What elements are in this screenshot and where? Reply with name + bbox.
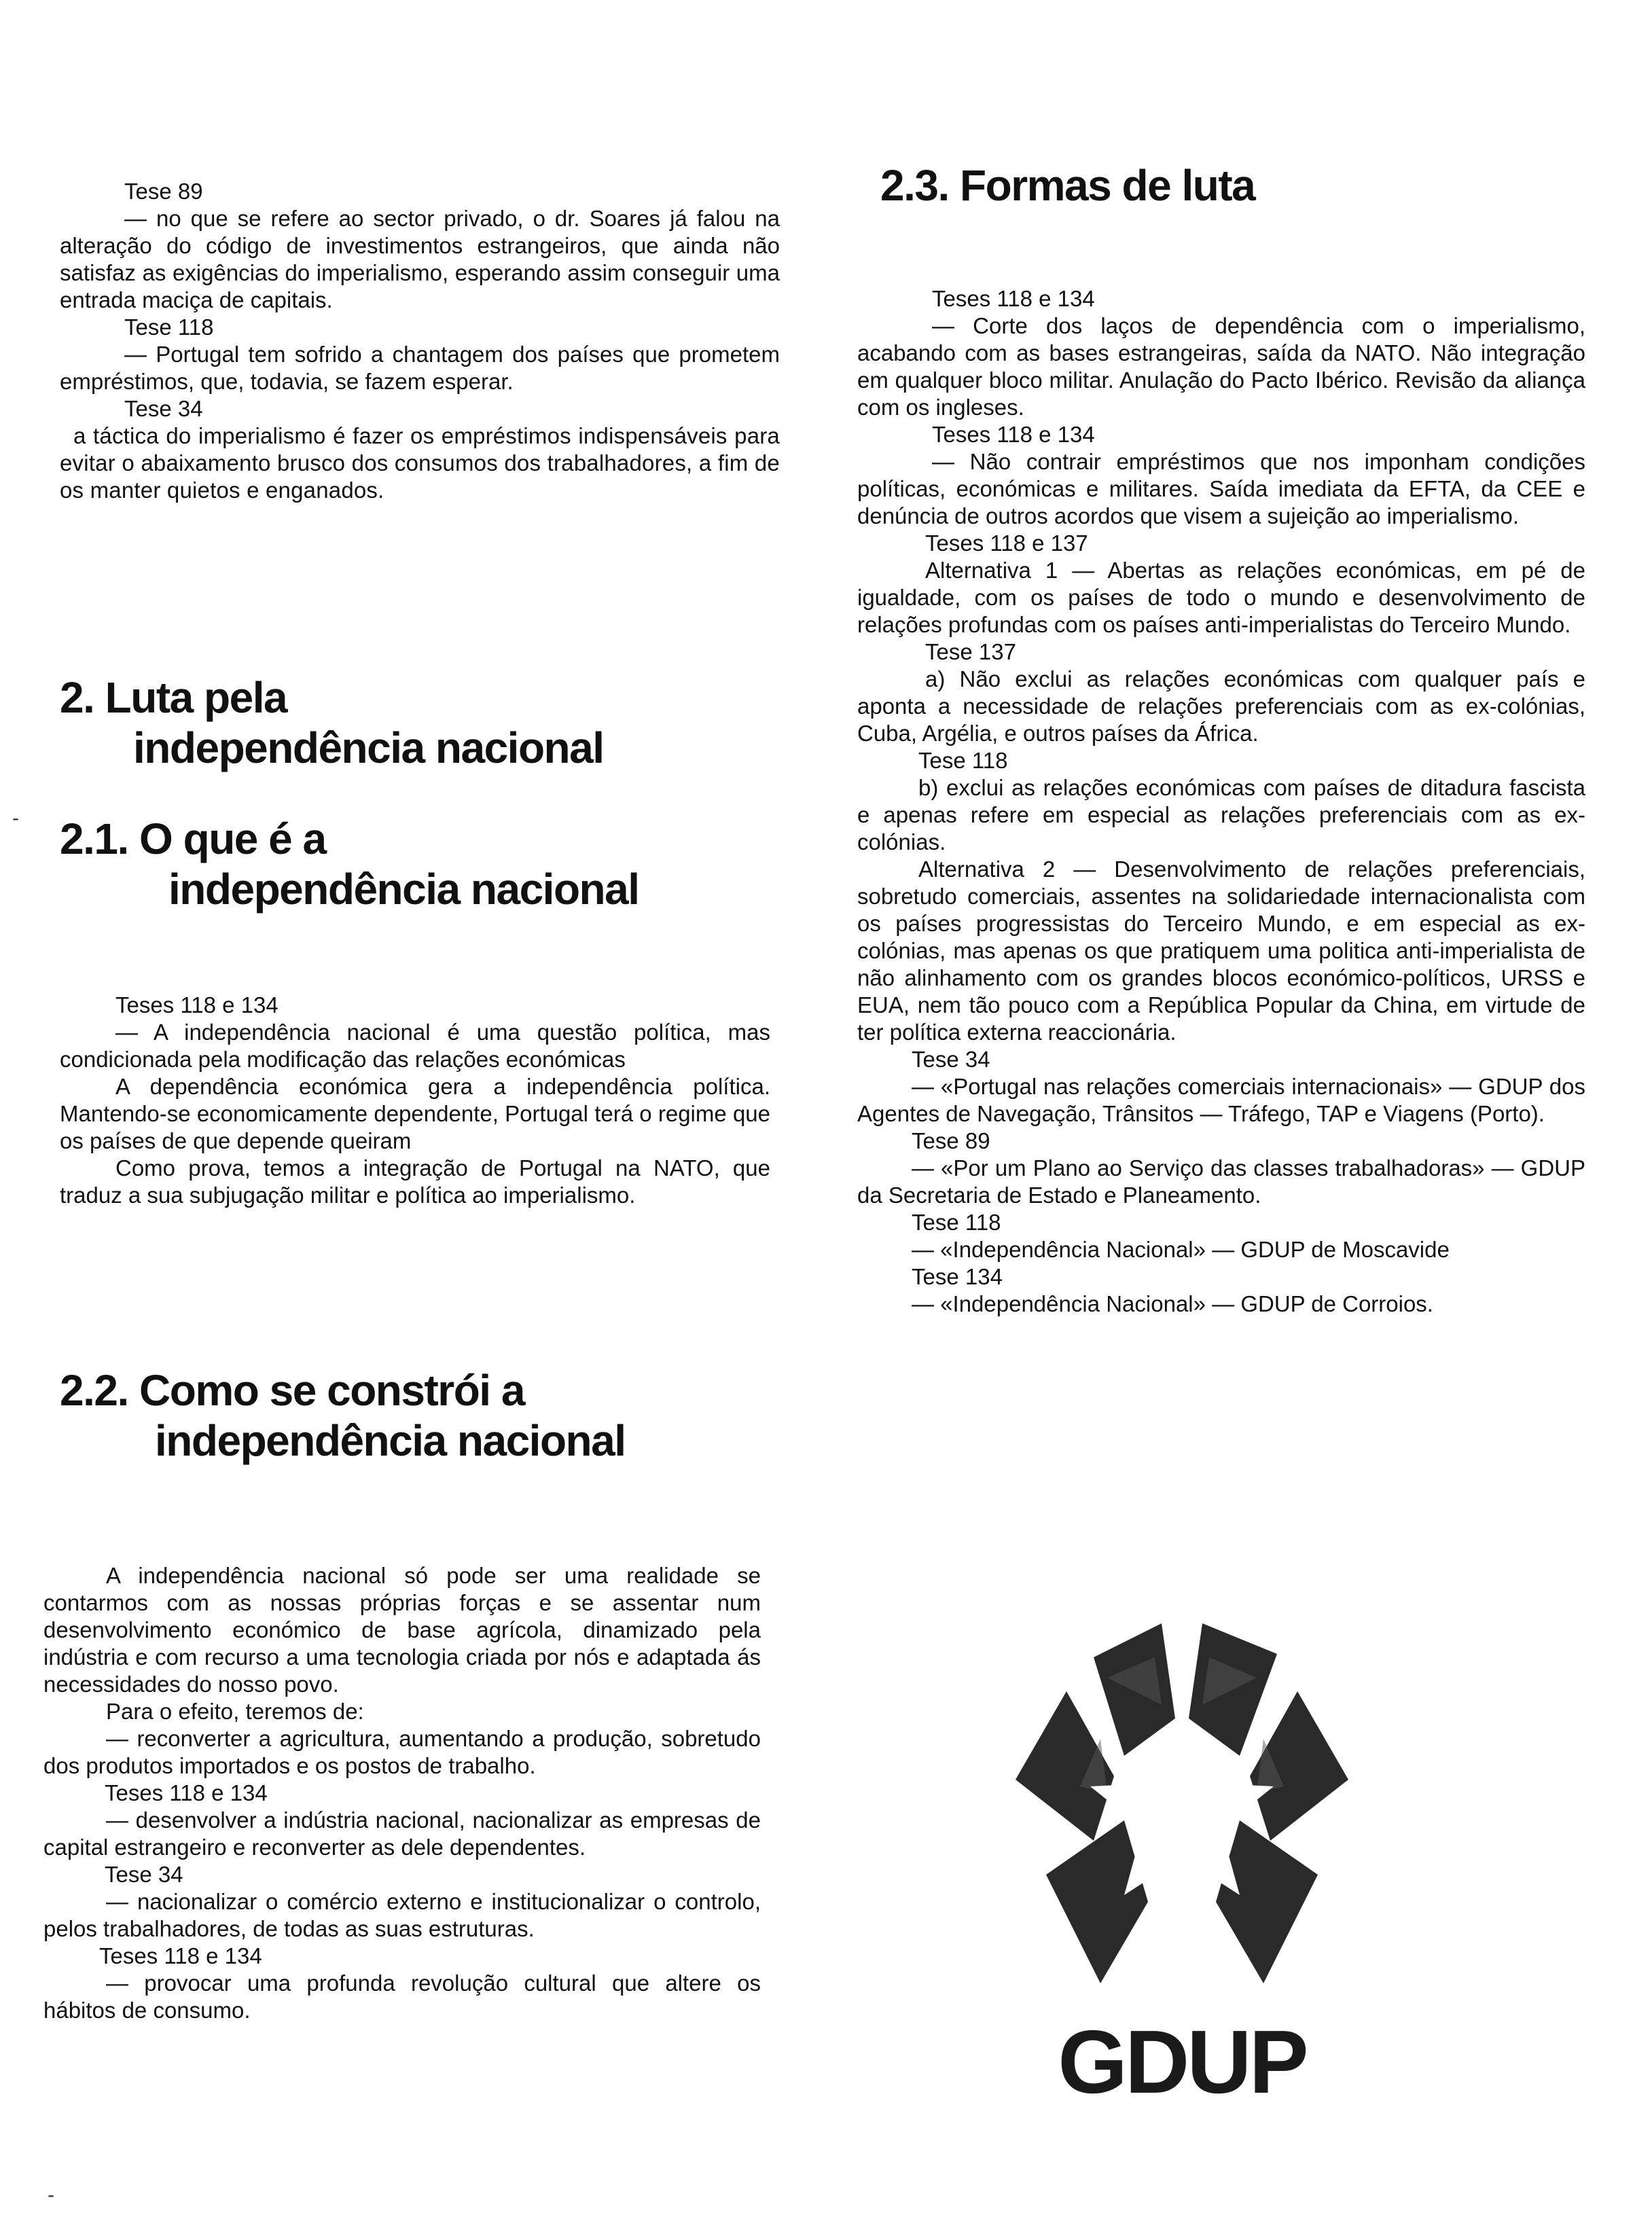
paragraph: — Portugal tem sofrido a chantagem dos países que prometem empréstimos, que, todavia, se fazem esperar.	[60, 342, 780, 394]
heading-line: 2. Luta pela	[60, 673, 287, 722]
heading-line: 2.1. O que é a	[60, 814, 326, 863]
paragraph: — provocar uma profunda revolução cultural que altere os hábitos de consumo.	[43, 1970, 761, 2023]
left-column-top	[60, 178, 780, 504]
thesis-label: Tese 118	[912, 1210, 1001, 1235]
paragraph: a) Não exclui as relações económicas com qualquer país e aponta a necessidade de relações preferenciais com as ex-colónias, Cuba, Argélia, e outros países da África.	[857, 666, 1585, 746]
paragraph: A dependência económica gera a independência política. Mantendo-se economicamente dependente, Portugal terá o regime que os países de que depende queiram	[60, 1074, 770, 1153]
section-2-heading	[60, 672, 604, 773]
logo-wordmark: GDUP	[1058, 2012, 1306, 2112]
paragraph: — «Independência Nacional» — GDUP de Corroios.	[912, 1291, 1433, 1316]
paragraph: Como prova, temos a integração de Portugal na NATO, que traduz a sua subjugação militar e política ao imperialismo.	[60, 1155, 770, 1208]
thesis-label: Tese 34	[105, 1862, 183, 1887]
paragraph: — Corte dos laços de dependência com o imperialismo, acabando com as bases estrangeiras, saída da NATO. Não integração em qualquer bloco militar. Anulação do Pacto Ibérico. Revisão da aliança com os ingleses.	[857, 313, 1585, 420]
heading-line: 2.3. Formas de luta	[880, 161, 1255, 210]
paragraph: — desenvolver a indústria nacional, nacionalizar as empresas de capital estrangeiro e reconverter as dele dependentes.	[43, 1807, 761, 1860]
heading-line: 2.2. Como se constrói a	[60, 1366, 524, 1415]
thesis-label: Teses 118 e 134	[115, 992, 279, 1017]
print-mark: -	[12, 807, 19, 829]
paragraph: — A independência nacional é uma questão política, mas condicionada pela modificação das relações económicas	[60, 1020, 770, 1072]
paragraph: — «Por um Plano ao Serviço das classes trabalhadoras» — GDUP da Secretaria de Estado e Planeamento.	[857, 1155, 1585, 1208]
thesis-label: Tese 137	[925, 639, 1016, 664]
thesis-label: Tese 118	[124, 314, 214, 340]
paragraph: a táctica do imperialismo é fazer os empréstimos indispensáveis para evitar o abaixamento brusco dos consumos dos trabalhadores, a fim de os manter quietos e enganados.	[60, 423, 780, 503]
paragraph: b) exclui as relações económicas com países de ditadura fascista e apenas refere em especial as relações preferenciais com as ex-colónias.	[857, 775, 1585, 854]
thesis-label: Tese 89	[124, 179, 203, 204]
print-mark: -	[48, 2184, 54, 2206]
heading-line: independência nacional	[155, 1416, 626, 1465]
thesis-label: Tese 89	[912, 1128, 990, 1153]
heading-line: independência nacional	[168, 865, 639, 914]
thesis-label: Teses 118 e 134	[932, 422, 1095, 447]
thesis-label: Teses 118 e 137	[925, 530, 1088, 556]
section-2-3-heading	[880, 160, 1255, 211]
paragraph: Alternativa 1 — Abertas as relações económicas, em pé de igualdade, com os países de todo o mundo e desenvolvimento de relações profundas com os países anti-imperialistas do Terceiro Mundo.	[857, 558, 1585, 637]
section-2-2-body	[43, 1562, 761, 2024]
paragraph: — «Independência Nacional» — GDUP de Moscavide	[912, 1237, 1450, 1262]
gdup-logo	[1005, 1617, 1359, 2112]
heading-line: independência nacional	[133, 723, 604, 772]
thesis-label: Teses 118 e 134	[99, 1943, 262, 1968]
paragraph: Para o efeito, teremos de:	[106, 1699, 364, 1724]
paragraph: — Não contrair empréstimos que nos imponham condições políticas, económicas e militares. Saída imediata da EFTA, da CEE e denúncia de outros acordos que visem a sujeição ao imperialismo.	[857, 449, 1585, 528]
section-2-3-body	[857, 285, 1585, 1318]
thesis-label: Teses 118 e 134	[932, 286, 1095, 311]
paragraph: — no que se refere ao sector privado, o dr. Soares já falou na alteração do código de investimentos estrangeiros, que ainda não satisfaz as exigências do imperialismo, esperando assim conseguir uma entrada maciça de capitais.	[60, 206, 780, 312]
thesis-label: Tese 134	[912, 1264, 1003, 1289]
paragraph: — «Portugal nas relações comerciais internacionais» — GDUP dos Agentes de Navegação, Trânsitos — Tráfego, TAP e Viagens (Porto).	[857, 1074, 1585, 1126]
paragraph: — reconverter a agricultura, aumentando a produção, sobretudo dos produtos importados e os postos de trabalho.	[43, 1726, 761, 1778]
paragraph: Alternativa 2 — Desenvolvimento de relações preferenciais, sobretudo comerciais, assentes na solidariedade internacionalista com os países progressistas do Terceiro Mundo, e em especial as ex-colónias, mas apenas os que pratiquem uma politica anti-imperialista de não alinhamento com os grandes blocos económico-políticos, URSS e EUA, nem tão pouco com a República Popular da China, em virtude de ter política externa reaccionária.	[857, 857, 1585, 1045]
paragraph: — nacionalizar o comércio externo e institucionalizar o controlo, pelos trabalhadores, de todas as suas estruturas.	[43, 1889, 761, 1941]
paragraph: A independência nacional só pode ser uma realidade se contarmos com as nossas próprias forças e se assentar num desenvolvimento económico de base agrícola, dinamizado pela indústria e com recurso a uma tecnologia criada por nós e adaptada ás necessidades do nosso povo.	[43, 1563, 761, 1697]
section-2-1-body	[60, 992, 770, 1209]
thesis-label: Teses 118 e 134	[105, 1780, 268, 1805]
section-2-1-heading	[60, 814, 639, 914]
section-2-2-heading	[60, 1365, 626, 1466]
thesis-label: Tese 34	[912, 1047, 990, 1072]
thesis-label: Tese 34	[124, 396, 203, 421]
gdup-star-emblem-icon	[1005, 1617, 1359, 2011]
thesis-label: Tese 118	[918, 748, 1008, 773]
